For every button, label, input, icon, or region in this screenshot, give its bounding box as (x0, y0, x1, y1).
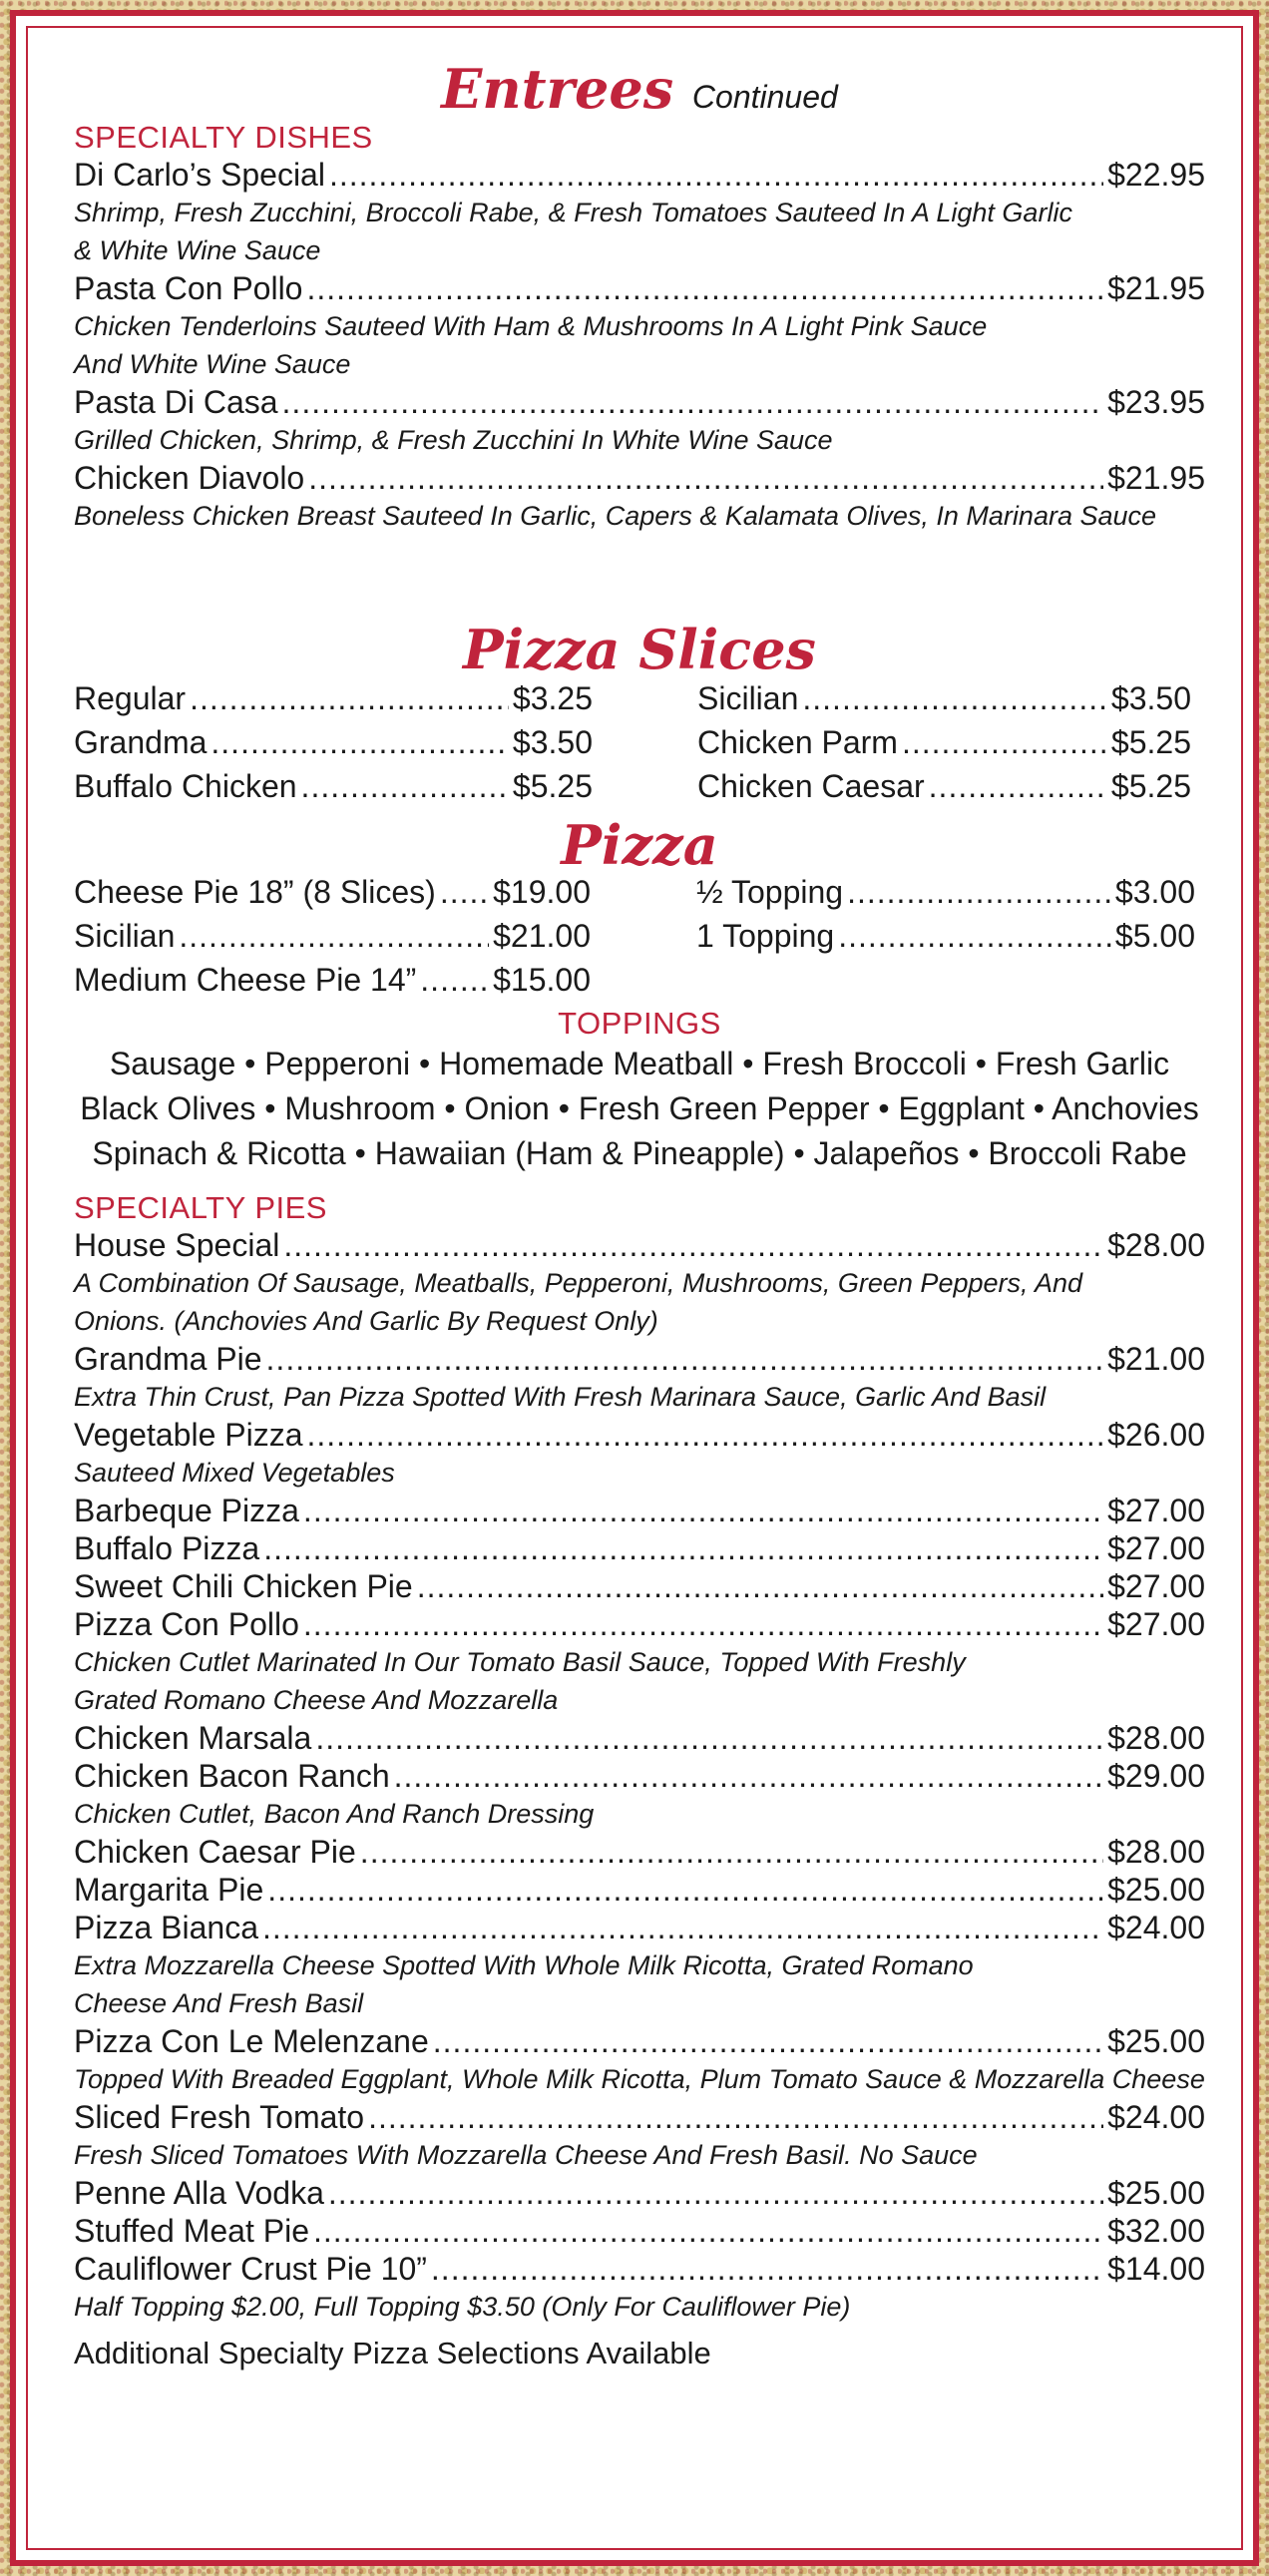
slices-left-column (74, 676, 593, 808)
dot-leader (283, 1226, 1103, 1264)
item-price: $32.00 (1107, 2213, 1205, 2249)
pie-row (74, 1340, 1205, 1378)
pie-item (74, 1909, 1205, 2022)
item-price: $21.00 (1107, 1341, 1205, 1377)
dot-leader (263, 1529, 1103, 1567)
item-description: Chicken Cutlet, Bacon And Ranch Dressing (74, 1799, 595, 1829)
dot-leader (211, 720, 509, 764)
slice-row (74, 676, 593, 720)
item-name: Buffalo Chicken (74, 768, 297, 804)
slices-right-column (697, 676, 1191, 808)
entree-row (74, 383, 1205, 421)
toppings-list (74, 1042, 1205, 1176)
item-price: $15.00 (493, 962, 591, 998)
pie-item (74, 1757, 1205, 1833)
toppings-line: Spinach & Ricotta • Hawaiian (Ham & Pineapple) • Jalapeños • Broccoli Rabe (92, 1135, 1187, 1171)
dot-leader (929, 764, 1107, 808)
pie-item (74, 1340, 1205, 1416)
item-name: Cauliflower Crust Pie 10” (74, 2251, 427, 2287)
dot-leader (301, 764, 509, 808)
pie-item (74, 1605, 1205, 1719)
toppings-line: Black Olives • Mushroom • Onion • Fresh Green Pepper • Eggplant • Anchovies (80, 1090, 1199, 1126)
item-description: Extra Thin Crust, Pan Pizza Spotted With Fresh Marinara Sauce, Garlic And Basil (74, 1382, 1047, 1412)
dot-leader (266, 1340, 1104, 1378)
item-name: Buffalo Pizza (74, 1530, 260, 1566)
item-price: $21.95 (1107, 460, 1205, 496)
pie-row (74, 2174, 1205, 2212)
item-description: Shrimp, Fresh Zucchini, Broccoli Rabe, & Fresh Tomatoes Sauteed In A Light Garlic (74, 198, 1072, 227)
entree-row (74, 269, 1205, 307)
item-name: Barbeque Pizza (74, 1493, 299, 1528)
pizza-row (696, 914, 1195, 958)
item-name: Pasta Di Casa (74, 384, 278, 420)
item-name: Sweet Chili Chicken Pie (74, 1568, 413, 1604)
pie-row (74, 1719, 1205, 1757)
item-name: Pizza Con Le Melenzane (74, 2023, 429, 2059)
pizza-row (74, 914, 591, 958)
dot-leader (433, 2022, 1103, 2060)
item-description: Grated Romano Cheese And Mozzarella (74, 1685, 559, 1715)
item-name: Chicken Caesar (697, 768, 925, 804)
item-price: $5.00 (1114, 918, 1195, 954)
entree-item (74, 156, 1205, 269)
dot-leader (190, 676, 509, 720)
item-description: Chicken Cutlet Marinated In Our Tomato Basil Sauce, Topped With Freshly (74, 1647, 966, 1677)
pie-item (74, 2022, 1205, 2098)
item-name: House Special (74, 1227, 280, 1263)
slice-row (74, 720, 593, 764)
item-name: Margarita Pie (74, 1872, 264, 1908)
pie-item (74, 2212, 1205, 2250)
item-name: Medium Cheese Pie 14” (74, 962, 417, 998)
pizza-row (74, 870, 591, 914)
item-price: $19.00 (493, 874, 591, 910)
item-price: $27.00 (1107, 1606, 1205, 1642)
item-description: & White Wine Sauce (74, 235, 321, 265)
item-price: $14.00 (1107, 2251, 1205, 2287)
dot-leader (420, 958, 489, 1002)
item-name: Cheese Pie 18” (8 Slices) (74, 874, 436, 910)
slices-table (74, 676, 1205, 808)
pizza-table (74, 870, 1205, 1002)
item-name: Vegetable Pizza (74, 1417, 303, 1453)
pizza-row (74, 958, 591, 1002)
pizza-slices-heading: Pizza Slices (463, 618, 816, 681)
entree-row (74, 459, 1205, 497)
slice-row (697, 676, 1191, 720)
dot-leader (847, 870, 1111, 914)
pie-row (74, 1605, 1205, 1643)
item-name: Stuffed Meat Pie (74, 2213, 309, 2249)
item-name: Di Carlo’s Special (74, 157, 325, 193)
pie-row (74, 1416, 1205, 1454)
item-name: Grandma Pie (74, 1341, 262, 1377)
item-price: $29.00 (1107, 1758, 1205, 1794)
item-price: $28.00 (1107, 1834, 1205, 1870)
pie-row (74, 1757, 1205, 1795)
item-description: Cheese And Fresh Basil (74, 1988, 364, 2018)
item-price: $5.25 (512, 768, 593, 804)
entree-item (74, 269, 1205, 383)
item-price: $27.00 (1107, 1493, 1205, 1528)
item-name: Chicken Diavolo (74, 460, 305, 496)
specialty-pies-label: SPECIALTY PIES (74, 1190, 327, 1225)
item-description: And White Wine Sauce (74, 349, 351, 379)
pizza-row (696, 870, 1195, 914)
item-price: $28.00 (1107, 1720, 1205, 1756)
item-price: $28.00 (1107, 1227, 1205, 1263)
pizza-left-column (74, 870, 591, 1002)
dot-leader (902, 720, 1107, 764)
item-description: Half Topping $2.00, Full Topping $3.50 (Only For Cauliflower Pie) (74, 2292, 851, 2322)
item-price: $3.50 (512, 724, 593, 760)
dot-leader (802, 676, 1107, 720)
entree-row (74, 156, 1205, 194)
item-price: $21.95 (1107, 270, 1205, 306)
pie-row (74, 1567, 1205, 1605)
slice-row (74, 764, 593, 808)
dot-leader (306, 269, 1103, 307)
item-description: Topped With Breaded Eggplant, Whole Milk Ricotta, Plum Tomato Sauce & Mozzarella Cheese (74, 2064, 1205, 2094)
pie-item (74, 1567, 1205, 1605)
item-name: Pasta Con Pollo (74, 270, 303, 306)
dot-leader (307, 1416, 1104, 1454)
entrees-title: Entrees (441, 57, 674, 121)
item-description: A Combination Of Sausage, Meatballs, Pepperoni, Mushrooms, Green Peppers, And (74, 1268, 1083, 1298)
dot-leader (360, 1833, 1103, 1871)
item-price: $25.00 (1107, 2175, 1205, 2211)
item-description: Grilled Chicken, Shrimp, & Fresh Zucchini In White Wine Sauce (74, 425, 833, 455)
item-price: $24.00 (1107, 2099, 1205, 2135)
pie-row (74, 1529, 1205, 1567)
item-price: $3.00 (1114, 874, 1195, 910)
pie-item (74, 1492, 1205, 1529)
pie-row (74, 1226, 1205, 1264)
specialty-pies-list (74, 1226, 1205, 2326)
dot-leader (308, 459, 1103, 497)
additional-selections-note: Additional Specialty Pizza Selections Available (74, 2336, 711, 2370)
pie-item (74, 1416, 1205, 1492)
pie-row (74, 1833, 1205, 1871)
item-name: Chicken Parm (697, 724, 898, 760)
dot-leader (838, 914, 1111, 958)
dot-leader (303, 1492, 1103, 1529)
item-price: $26.00 (1107, 1417, 1205, 1453)
item-description: Boneless Chicken Breast Sauteed In Garlic, Capers & Kalamata Olives, In Marinara Sauce (74, 501, 1157, 531)
item-name: Chicken Marsala (74, 1720, 312, 1756)
entrees-subtitle: Continued (691, 79, 838, 115)
pie-item (74, 1226, 1205, 1340)
dot-leader (440, 870, 489, 914)
item-price: $21.00 (493, 918, 591, 954)
item-price: $23.95 (1107, 384, 1205, 420)
pie-row (74, 2098, 1205, 2136)
item-price: $25.00 (1107, 1872, 1205, 1908)
pie-item (74, 1871, 1205, 1909)
entree-item (74, 459, 1205, 535)
pie-item (74, 1833, 1205, 1871)
dot-leader (282, 383, 1104, 421)
item-description: Extra Mozzarella Cheese Spotted With Whole Milk Ricotta, Grated Romano (74, 1950, 974, 1980)
dot-leader (368, 2098, 1103, 2136)
item-name: ½ Topping (696, 874, 844, 910)
dot-leader (315, 1719, 1103, 1757)
menu-page (10, 10, 1259, 2566)
item-name: Penne Alla Vodka (74, 2175, 324, 2211)
item-name: Pizza Bianca (74, 1910, 258, 1945)
pie-row (74, 2212, 1205, 2250)
toppings-line: Sausage • Pepperoni • Homemade Meatball • Fresh Broccoli • Fresh Garlic (109, 1046, 1170, 1081)
pie-row (74, 2250, 1205, 2288)
slice-row (697, 720, 1191, 764)
specialty-dishes-label: SPECIALTY DISHES (74, 120, 373, 155)
item-price: $27.00 (1107, 1530, 1205, 1566)
dot-leader (394, 1757, 1104, 1795)
entrees-list (74, 156, 1205, 535)
item-description: Chicken Tenderloins Sauteed With Ham & Mushrooms In A Light Pink Sauce (74, 311, 988, 341)
dot-leader (328, 2174, 1103, 2212)
pie-row (74, 1909, 1205, 1946)
dot-leader (267, 1871, 1103, 1909)
item-name: 1 Topping (696, 918, 835, 954)
item-price: $3.25 (512, 680, 593, 716)
menu-content (74, 16, 1205, 2373)
item-name: Pizza Con Pollo (74, 1606, 299, 1642)
entrees-heading (74, 57, 1205, 121)
pie-item (74, 2174, 1205, 2212)
item-name: Chicken Bacon Ranch (74, 1758, 390, 1794)
item-price: $24.00 (1107, 1910, 1205, 1945)
item-price: $25.00 (1107, 2023, 1205, 2059)
slice-row (697, 764, 1191, 808)
pie-item (74, 2098, 1205, 2174)
item-description: Onions. (Anchovies And Garlic By Request Only) (74, 1306, 658, 1336)
item-price: $5.25 (1110, 768, 1191, 804)
item-name: Chicken Caesar Pie (74, 1834, 356, 1870)
pie-item (74, 1529, 1205, 1567)
toppings-label: TOPPINGS (558, 1006, 721, 1041)
item-price: $22.95 (1107, 157, 1205, 193)
pie-row (74, 1492, 1205, 1529)
pizza-heading: Pizza (561, 813, 718, 877)
pizza-right-column (696, 870, 1195, 1002)
dot-leader (262, 1909, 1103, 1946)
item-price: $27.00 (1107, 1568, 1205, 1604)
item-name: Sicilian (697, 680, 799, 716)
item-name: Regular (74, 680, 187, 716)
item-name: Sicilian (74, 918, 176, 954)
dot-leader (179, 914, 489, 958)
item-description: Sauteed Mixed Vegetables (74, 1458, 395, 1488)
dot-leader (329, 156, 1103, 194)
entree-item (74, 383, 1205, 459)
pie-row (74, 1871, 1205, 1909)
item-name: Grandma (74, 724, 208, 760)
pie-item (74, 2250, 1205, 2326)
pie-item (74, 1719, 1205, 1757)
pie-row (74, 2022, 1205, 2060)
item-description: Fresh Sliced Tomatoes With Mozzarella Cheese And Fresh Basil. No Sauce (74, 2140, 978, 2170)
dot-leader (431, 2250, 1103, 2288)
dot-leader (303, 1605, 1103, 1643)
item-price: $3.50 (1110, 680, 1191, 716)
dot-leader (313, 2212, 1103, 2250)
dot-leader (417, 1567, 1103, 1605)
item-name: Sliced Fresh Tomato (74, 2099, 365, 2135)
item-price: $5.25 (1110, 724, 1191, 760)
